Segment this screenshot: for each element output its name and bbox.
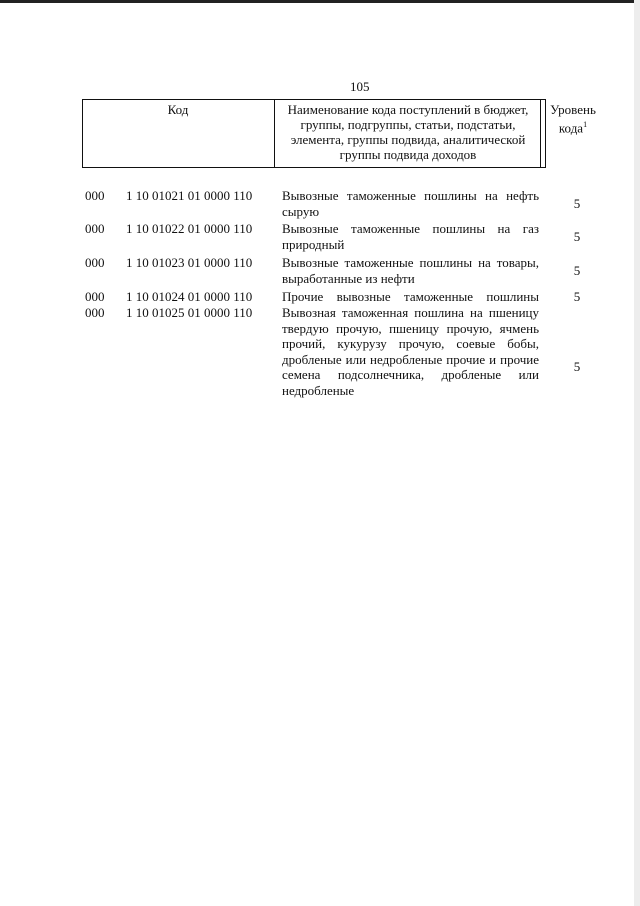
column-divider-code-name [274,99,275,167]
row-admin-code: 000 [85,255,105,270]
table-header-bottom-rule [82,167,546,168]
header-code: Код [167,102,189,117]
table-top-rule [82,99,546,100]
row-level: 5 [573,229,581,244]
row-income-code: 1 10 01022 01 0000 110 [126,221,253,236]
row-income-name: Вывозная таможенная пошлина на пшеницу твердую прочую, пшеницу прочую, ячмень прочий, кукурузу прочую, соевые бобы, дробленые или недробленые прочие и прочие семена подсолнечника, дробленые или недробленые [282,305,539,398]
scan-edge-shadow [634,0,640,906]
row-income-name: Вывозные таможенные пошлины на газ природный [282,221,539,252]
row-level: 5 [573,263,581,278]
row-income-name: Вывозные таможенные пошлины на товары, выработанные из нефти [282,255,539,286]
row-income-name: Вывозные таможенные пошлины на нефть сырую [282,188,539,219]
column-divider-name-level [540,99,541,167]
row-admin-code: 000 [85,188,105,203]
header-level [542,102,604,135]
row-income-code: 1 10 01025 01 0000 110 [126,305,253,320]
page-top-border [0,0,640,3]
row-level: 5 [573,289,581,304]
page-number: 105 [350,79,370,94]
row-income-code: 1 10 01023 01 0000 110 [126,255,253,270]
row-income-code: 1 10 01024 01 0000 110 [126,289,253,304]
header-level-label: Уровень кода [550,102,596,136]
row-income-name: Прочие вывозные таможенные пошлины [282,289,539,304]
row-admin-code: 000 [85,221,105,236]
row-income-code: 1 10 01021 01 0000 110 [126,188,253,203]
row-admin-code: 000 [85,289,105,304]
header-name: Наименование кода поступлений в бюджет, группы, подгруппы, статьи, подстатьи, элемента, группы подвида, аналитической группы подвида доходов [287,102,529,162]
row-admin-code: 000 [85,305,105,320]
row-level: 5 [573,359,581,374]
header-level-footnote: 1 [583,120,588,129]
row-level: 5 [573,196,581,211]
